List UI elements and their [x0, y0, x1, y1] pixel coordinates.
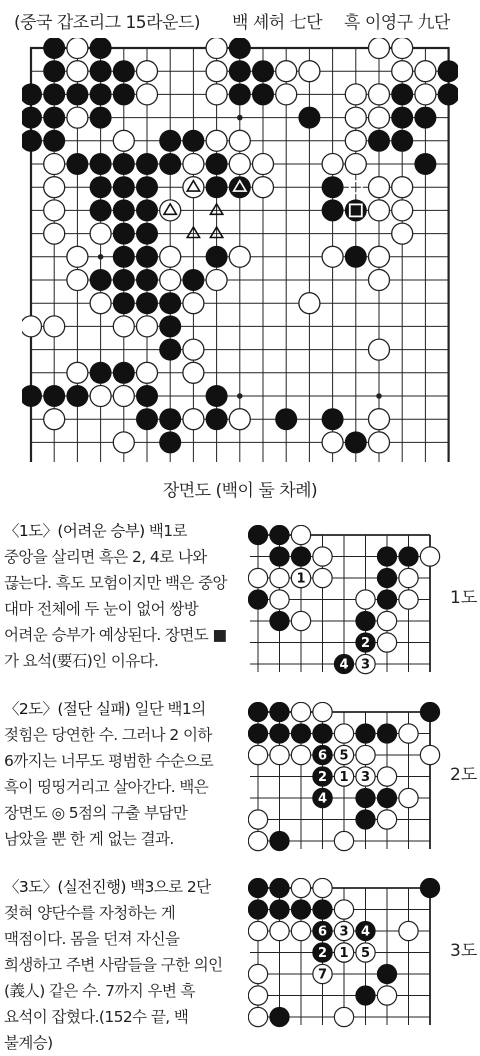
white-stone — [229, 246, 250, 267]
black-stone — [113, 153, 135, 175]
section-3-body: 백3으로 2단 젖혀 양단수를 자청하는 게 맥점이다. 몸을 던져 자신을 희생하고 주변 사람들을 구한 의인(義人) 같은 수. 7까지 우변 흑 요석이 잡혔다.(152수 끝, 백 불계승) — [4, 878, 223, 1052]
black-stone — [90, 362, 112, 384]
black-stone — [43, 107, 65, 129]
white-player: 백 셰허 七단 — [232, 13, 322, 33]
black-stone — [66, 153, 88, 175]
star-point — [98, 254, 104, 260]
move-number: 2 — [317, 946, 328, 961]
white-stone — [270, 745, 289, 764]
black-stone — [136, 246, 158, 268]
black-stone — [355, 809, 375, 829]
move-number: 1 — [339, 946, 349, 961]
white-stone — [392, 177, 413, 198]
white-stone — [345, 107, 366, 128]
black-stone — [113, 269, 135, 291]
move-number: 3 — [339, 924, 349, 940]
section-2-body: 일단 백1의 젖힘은 당연한 수. 그러나 2 이하 6까지는 너무도 평범한 수순으로 흑이 띵띵거리고 살아간다. 백은 장면도 ◎ 5점의 구출 부담만 남았을 뿐 한 게 없는 결과. — [4, 700, 214, 848]
white-stone — [137, 316, 158, 337]
white-stone — [291, 921, 310, 940]
black-stone — [291, 546, 311, 566]
white-stone — [44, 316, 65, 337]
black-stone — [377, 964, 397, 984]
black-stone — [312, 899, 332, 919]
black-stone — [22, 130, 42, 152]
black-stone — [66, 83, 88, 105]
white-stone — [291, 745, 310, 764]
white-stone — [369, 246, 390, 267]
white-stone — [248, 986, 267, 1005]
black-stone — [269, 525, 289, 545]
white-stone — [270, 921, 289, 940]
white-stone — [313, 702, 332, 721]
black-stone — [377, 568, 397, 588]
move-number: 2 — [317, 770, 328, 785]
white-stone — [248, 745, 267, 764]
black-stone — [438, 83, 458, 105]
black-stone — [90, 107, 112, 129]
white-stone — [377, 611, 396, 630]
white-stone — [44, 177, 65, 198]
black-stone — [43, 130, 65, 152]
black-stone — [206, 408, 228, 430]
white-stone — [369, 200, 390, 221]
black-stone — [113, 362, 135, 384]
white-stone — [206, 61, 227, 82]
black-stone — [90, 83, 112, 105]
move-number: 1 — [296, 571, 306, 587]
white-stone — [160, 246, 181, 267]
white-stone — [248, 831, 267, 850]
white-stone — [377, 767, 396, 786]
black-stone — [322, 176, 344, 198]
white-stone — [313, 547, 332, 566]
black-stone — [22, 83, 42, 105]
white-stone — [160, 270, 181, 291]
white-stone — [369, 84, 390, 105]
white-stone — [322, 246, 343, 267]
move-number: 1 — [339, 770, 349, 785]
white-stone — [276, 84, 297, 105]
black-stone — [90, 176, 112, 198]
diagram-2-board — [248, 702, 444, 858]
white-stone — [90, 293, 111, 314]
black-stone — [377, 589, 397, 609]
star-point — [376, 393, 382, 399]
black-stone — [248, 878, 268, 898]
black-stone — [66, 385, 88, 407]
move-number: 4 — [317, 791, 328, 807]
black-stone — [269, 546, 289, 566]
black-stone — [90, 60, 112, 82]
white-stone — [253, 154, 274, 175]
black-stone — [291, 723, 311, 743]
white-stone — [183, 293, 204, 314]
white-stone — [399, 568, 418, 587]
section-1-heading: 〈1도〉(어려운 승부) — [4, 522, 145, 540]
black-stone — [312, 723, 332, 743]
black-stone — [252, 83, 274, 105]
black-stone — [391, 107, 413, 129]
white-stone — [248, 568, 267, 587]
black-stone — [269, 831, 289, 851]
black-stone — [269, 878, 289, 898]
white-stone — [369, 38, 390, 59]
black-stone — [182, 130, 204, 152]
white-stone — [183, 409, 204, 430]
white-stone — [206, 38, 227, 59]
black-stone — [355, 611, 375, 631]
black-stone — [159, 130, 181, 152]
white-stone — [369, 339, 390, 360]
black-stone — [136, 292, 158, 314]
white-stone — [67, 38, 88, 59]
white-stone — [253, 177, 274, 198]
main-go-board — [22, 38, 458, 462]
white-stone — [322, 154, 343, 175]
white-stone — [206, 270, 227, 291]
black-stone — [291, 899, 311, 919]
white-stone — [420, 745, 439, 764]
white-stone — [44, 200, 65, 221]
white-stone — [113, 316, 134, 337]
black-stone — [377, 723, 397, 743]
white-stone — [137, 61, 158, 82]
white-stone — [322, 432, 343, 453]
black-stone — [248, 525, 268, 545]
black-stone — [182, 269, 204, 291]
white-stone — [183, 154, 204, 175]
black-stone — [269, 899, 289, 919]
white-stone — [299, 61, 320, 82]
black-stone — [43, 83, 65, 105]
black-stone — [275, 408, 297, 430]
white-stone — [399, 921, 418, 940]
black-stone — [398, 546, 418, 566]
black-stone — [43, 60, 65, 82]
black-stone — [206, 176, 228, 198]
diagram-3-label: 3도 — [450, 941, 478, 961]
white-stone — [113, 130, 134, 151]
white-stone — [313, 568, 332, 587]
black-stone — [43, 385, 65, 407]
move-number: 6 — [317, 924, 328, 940]
diagram-3-board — [248, 878, 444, 1028]
black-stone — [206, 153, 228, 175]
white-stone — [44, 154, 65, 175]
white-stone — [369, 409, 390, 430]
white-stone — [291, 611, 310, 630]
black-stone — [206, 385, 228, 407]
black-stone — [355, 723, 375, 743]
white-stone — [415, 61, 436, 82]
black-stone — [159, 315, 181, 337]
black-stone — [113, 223, 135, 245]
black-stone — [298, 107, 320, 129]
black-stone — [113, 199, 135, 221]
black-stone — [269, 611, 289, 631]
white-stone — [113, 432, 134, 453]
black-stone — [420, 878, 440, 898]
white-stone — [248, 921, 267, 940]
black-stone — [345, 199, 367, 221]
black-stone — [391, 130, 413, 152]
move-number: 2 — [360, 636, 371, 651]
black-stone — [269, 1007, 289, 1027]
black-stone — [113, 83, 135, 105]
white-stone — [183, 339, 204, 360]
white-stone — [270, 568, 289, 587]
white-stone — [334, 900, 353, 919]
white-stone — [399, 788, 418, 807]
star-point — [237, 115, 243, 121]
white-stone — [270, 590, 289, 609]
move-number: 4 — [339, 657, 349, 673]
black-stone — [269, 723, 289, 743]
white-stone — [113, 386, 134, 407]
black-stone — [438, 60, 458, 82]
move-number: 5 — [360, 946, 371, 961]
black-stone — [377, 546, 397, 566]
black-stone — [414, 107, 436, 129]
diagram-1-board — [248, 525, 444, 681]
black-stone — [90, 199, 112, 221]
white-stone — [229, 409, 250, 430]
white-stone — [392, 223, 413, 244]
white-stone — [67, 362, 88, 383]
black-stone — [322, 199, 344, 221]
move-number: 3 — [360, 770, 371, 785]
white-stone — [392, 61, 413, 82]
move-number: 4 — [360, 924, 371, 940]
black-stone — [248, 723, 268, 743]
game-header — [0, 4, 480, 32]
white-stone — [377, 633, 396, 652]
section-2-heading: 〈2도〉(절단 실패) — [4, 700, 131, 718]
move-number: 6 — [317, 748, 328, 764]
white-stone — [345, 154, 366, 175]
white-stone — [137, 84, 158, 105]
black-stone — [368, 130, 390, 152]
black-stone — [391, 83, 413, 105]
white-stone — [90, 223, 111, 244]
black-stone — [420, 702, 440, 722]
white-stone — [22, 316, 42, 337]
white-stone — [44, 409, 65, 430]
section-1-text — [4, 518, 232, 674]
black-stone — [355, 985, 375, 1005]
white-stone — [67, 107, 88, 128]
black-stone — [159, 431, 181, 453]
black-stone — [229, 83, 251, 105]
black-stone — [159, 339, 181, 361]
black-stone — [248, 899, 268, 919]
black-stone — [136, 385, 158, 407]
white-stone — [291, 878, 310, 897]
black-stone — [136, 269, 158, 291]
black-stone — [113, 246, 135, 268]
game-title: (중국 갑조리그 15라운드) — [14, 13, 201, 33]
black-stone — [377, 788, 397, 808]
black-stone — [345, 431, 367, 453]
white-stone — [248, 964, 267, 983]
black-stone — [159, 408, 181, 430]
black-player: 흑 이영구 九단 — [344, 13, 450, 33]
black-stone — [90, 269, 112, 291]
black-stone — [322, 408, 344, 430]
diagram-1-label: 1도 — [450, 588, 478, 608]
black-stone — [90, 153, 112, 175]
white-stone — [369, 177, 390, 198]
white-stone — [345, 130, 366, 151]
white-stone — [44, 223, 65, 244]
section-2-text — [4, 696, 232, 852]
white-stone — [356, 590, 375, 609]
white-stone — [392, 38, 413, 59]
white-stone — [137, 362, 158, 383]
black-stone — [414, 153, 436, 175]
black-stone — [229, 60, 251, 82]
move-number: 7 — [317, 967, 328, 983]
black-stone — [159, 153, 181, 175]
white-stone — [229, 154, 250, 175]
white-stone — [206, 130, 227, 151]
black-stone — [345, 246, 367, 268]
white-stone — [334, 831, 353, 850]
section-3-heading: 〈3도〉(실전진행) — [4, 878, 126, 896]
white-stone — [420, 547, 439, 566]
black-stone — [248, 589, 268, 609]
white-stone — [67, 61, 88, 82]
black-stone — [113, 176, 135, 198]
white-stone — [415, 84, 436, 105]
black-stone — [136, 199, 158, 221]
diagram-2-label: 2도 — [450, 765, 478, 785]
section-3-text — [4, 874, 232, 1056]
white-stone — [67, 246, 88, 267]
white-stone — [356, 745, 375, 764]
black-stone — [159, 292, 181, 314]
white-stone — [369, 270, 390, 291]
white-stone — [334, 724, 353, 743]
white-stone — [248, 1007, 267, 1026]
black-stone — [43, 38, 65, 59]
section-1-body: 백1로 중앙을 살리면 흑은 2, 4로 나와 끊는다. 흑도 모험이지만 백은 중앙 대마 전체에 두 눈이 없어 쌍방 어려운 승부가 예상된다. 장면도 ■가 요석(要石)인 이유다. — [4, 522, 227, 670]
white-stone — [345, 84, 366, 105]
black-stone — [252, 60, 274, 82]
black-stone — [113, 60, 135, 82]
white-stone — [206, 84, 227, 105]
white-stone — [90, 386, 111, 407]
white-stone — [229, 130, 250, 151]
white-stone — [377, 986, 396, 1005]
move-number: 5 — [339, 748, 349, 764]
white-stone — [399, 724, 418, 743]
move-number: 3 — [360, 657, 371, 673]
white-stone — [392, 200, 413, 221]
white-stone — [313, 878, 332, 897]
white-stone — [291, 525, 310, 544]
white-stone — [183, 362, 204, 383]
white-stone — [377, 810, 396, 829]
star-point — [237, 393, 243, 399]
white-stone — [399, 590, 418, 609]
black-stone — [136, 153, 158, 175]
white-stone — [276, 61, 297, 82]
black-stone — [355, 788, 375, 808]
black-stone — [269, 702, 289, 722]
white-stone — [291, 702, 310, 721]
black-stone — [90, 38, 112, 59]
black-stone — [136, 408, 158, 430]
black-stone — [22, 107, 42, 129]
black-stone — [22, 385, 42, 407]
black-stone — [113, 292, 135, 314]
white-stone — [67, 270, 88, 291]
white-stone — [334, 1007, 353, 1026]
black-stone — [229, 38, 251, 59]
white-stone — [369, 107, 390, 128]
black-stone — [248, 702, 268, 722]
board-caption: 장면도 (백이 둘 차례) — [162, 481, 318, 501]
black-stone — [136, 223, 158, 245]
white-stone — [248, 810, 267, 829]
black-stone — [206, 246, 228, 268]
white-stone — [369, 432, 390, 453]
white-stone — [299, 293, 320, 314]
black-stone — [136, 176, 158, 198]
